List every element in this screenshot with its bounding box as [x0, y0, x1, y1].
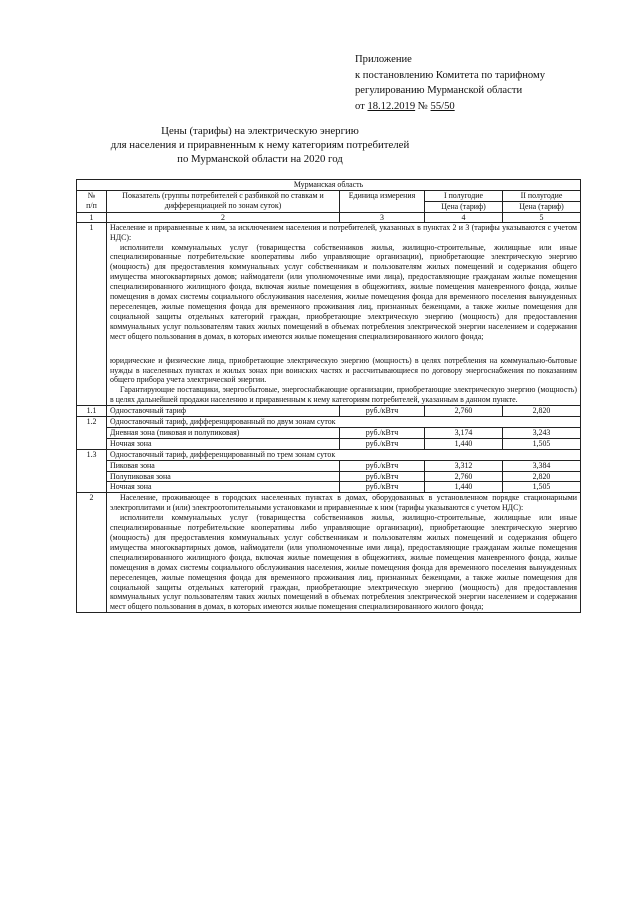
table-row — [77, 493, 581, 613]
table-row — [77, 471, 581, 482]
region-name: Мурманская область — [77, 180, 581, 191]
table-row — [77, 222, 581, 405]
header-num-line-2: п/п — [86, 200, 97, 210]
row-number: 1.3 — [77, 449, 107, 493]
price-h2: 2,820 — [503, 471, 581, 482]
appendix-line-3: регулированию Мурманской области — [355, 85, 523, 96]
table-row — [77, 460, 581, 471]
header-half-2: II полугодие — [503, 190, 581, 201]
zone-label: Полупиковая зона — [107, 471, 340, 482]
price-h1: 3,312 — [425, 460, 503, 471]
header-num — [77, 190, 107, 212]
appendix-line-1: Приложение — [355, 54, 412, 65]
header-row-1 — [77, 190, 581, 201]
paragraph: исполнители коммунальных услуг (товарищества собственников жилья, жилищно-строительные, жилищные или иные специализированные потребительские кооперативы либо управляющие организации), приобретающие электрическую энергию (мощность) для предоставления коммунальных услуг собственникам и пользователям жилых помещений и содержания общего имущества многоквартирных домов, наймодатели (или уполномоченные ими лица), предоставляющие гражданам жилые помещения специализированного жилищного фонда, включая жилые помещения в общежитиях, жилые помещения маневренного фонда, жилые помещения в домах системы социального обслуживания населения, жилые помещения фонда для временного поселения вынужденных переселенцев, жилые помещения фонда для временного проживания лиц, признанных беженцами, а также жилые помещения для социальной защиты отдельных категорий граждан, приобретающие электрическую энергию (мощность) для предоставления коммунальных услуг пользователям таких жилых помещений в объемах потребления электрической энергии населением и содержания мест общего пользования в домах, в которых имеются жилые помещения специализированного жилого фонда; — [110, 513, 577, 612]
col-number: 2 — [107, 212, 340, 222]
column-numbers-row — [77, 212, 581, 222]
header-price-2: Цена (тариф) — [503, 201, 581, 212]
document-title — [60, 124, 460, 166]
unit-cell: руб./кВтч — [340, 471, 425, 482]
col-number: 3 — [340, 212, 425, 222]
region-row — [77, 180, 581, 191]
row-description — [107, 493, 581, 613]
number-prefix: № — [417, 100, 428, 112]
zone-label: Пиковая зона — [107, 460, 340, 471]
zone-label: Дневная зона (пиковая и полупиковая) — [107, 427, 340, 438]
header-num-line-1: № — [87, 190, 96, 200]
zone-label: Ночная зона — [107, 438, 340, 449]
price-h2: 3,243 — [503, 427, 581, 438]
row-number: 2 — [77, 493, 107, 613]
title-line-2: для населения и приравненным к нему категориям потребителей — [110, 139, 410, 151]
unit-cell: руб./кВтч — [340, 427, 425, 438]
price-h2: 3,384 — [503, 460, 581, 471]
row-number: 1.1 — [77, 406, 107, 417]
price-h1: 2,760 — [425, 406, 503, 417]
appendix-line-2: к постановлению Комитета по тарифному — [355, 69, 546, 81]
resolution-date: 18.12.2019 — [367, 100, 416, 112]
tariff-label: Одноставочный тариф, дифференцированный по трем зонам суток — [107, 449, 581, 460]
row-description — [107, 222, 581, 405]
price-h1: 1,440 — [425, 438, 503, 449]
paragraph: юридические и физические лица, приобретающие электрическую энергию (мощность) в целях потребления на коммунально-бытовые нужды в населенных пунктах и жилых зонах при воинских частях и рассчитывающиеся по договору энергоснабжения по показаниям общего прибора учета электрической энергии. — [110, 355, 577, 385]
unit-cell: руб./кВтч — [340, 482, 425, 493]
table-row — [77, 449, 581, 460]
price-h1: 2,760 — [425, 471, 503, 482]
header-unit: Единица измерения — [340, 190, 425, 212]
appendix-date-line — [355, 99, 625, 115]
price-h2: 1,505 — [503, 438, 581, 449]
price-h1: 3,174 — [425, 427, 503, 438]
zone-label: Ночная зона — [107, 482, 340, 493]
title-line-3: по Мурманской области на 2020 год — [177, 153, 343, 165]
date-prefix: от — [355, 100, 365, 112]
header-price-1: Цена (тариф) — [425, 201, 503, 212]
unit-cell: руб./кВтч — [340, 406, 425, 417]
appendix-header — [355, 52, 625, 114]
table-row — [77, 406, 581, 417]
unit-cell: руб./кВтч — [340, 438, 425, 449]
col-number: 1 — [77, 212, 107, 222]
unit-cell: руб./кВтч — [340, 460, 425, 471]
price-h2: 2,820 — [503, 406, 581, 417]
paragraph: Население и приравненные к ним, за исключением населения и потребителей, указанных в пунктах 2 и 3 (тарифы указываются с учетом НДС): — [110, 222, 577, 242]
header-half-1: I полугодие — [425, 190, 503, 201]
row-number: 1 — [77, 222, 107, 405]
table-row — [77, 438, 581, 449]
col-number: 4 — [425, 212, 503, 222]
table-row — [77, 417, 581, 428]
table-row — [77, 427, 581, 438]
table-row — [77, 482, 581, 493]
resolution-number: 55/50 — [430, 100, 455, 112]
paragraph: исполнители коммунальных услуг (товарищества собственников жилья, жилищно-строительные, жилищные или иные специализированные потребительские кооперативы либо управляющие организации), приобретающие электрическую энергию (мощность) для предоставления коммунальных услуг собственникам и пользователям жилых помещений и содержания общего имущества многоквартирных домов; наймодатели (или уполномоченные ими лица), предоставляющие гражданам жилые помещения специализированного жилищного фонда, включая жилые помещения в общежитиях, жилые помещения маневренного фонда, жилые помещения в домах системы социального обслуживания населения, жилые помещения фонда для временного поселения вынужденных переселенцев, жилые помещения фонда для временного проживания лиц, признанных беженцами, а также жилые помещения для социальной защиты отдельных категорий граждан, приобретающие электрическую энергию (мощность) для предоставления коммунальных услуг пользователям таких жилых помещений в объемах потребления электрической энергии населением и содержания мест общего пользования в домах, в которых имеются жилые помещения специализированного жилого фонда; — [110, 242, 577, 341]
paragraph: Население, проживающее в городских населенных пунктах в домах, оборудованных в установленном порядке стационарными электроплитами и (или) электроотопительными установками и приравненные к ним (тарифы указываются с учетом НДС): — [110, 493, 577, 513]
title-line-1: Цены (тарифы) на электрическую энергию — [161, 125, 359, 137]
paragraph: Гарантирующие поставщики, энергосбытовые, энергоснабжающие организации, приобретающие электрическую энергию (мощность) в целях дальнейшей продажи населению и приравненным к нему категориям потребителей, указанным в данном пункте. — [110, 385, 577, 405]
spacer — [110, 342, 577, 356]
tariff-label: Одноставочный тариф, дифференцированный по двум зонам суток — [107, 417, 581, 428]
price-h1: 1,440 — [425, 482, 503, 493]
col-number: 5 — [503, 212, 581, 222]
row-number: 1.2 — [77, 417, 107, 450]
tariff-table — [76, 179, 581, 613]
tariff-label: Одноставочный тариф — [107, 406, 340, 417]
header-indicator: Показатель (группы потребителей с разбивкой по ставкам и дифференциацией по зонам суток) — [107, 190, 340, 212]
price-h2: 1,505 — [503, 482, 581, 493]
